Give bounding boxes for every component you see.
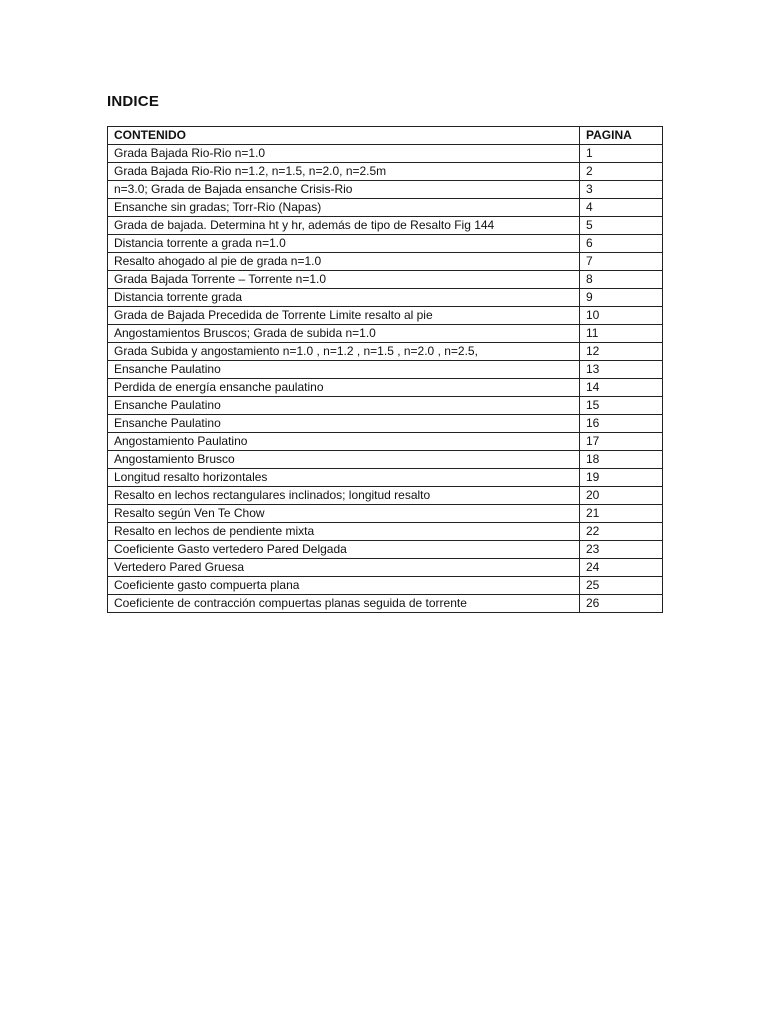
table-row [108, 163, 663, 181]
row-content: Angostamiento Paulatino [108, 433, 580, 451]
row-content: Ensanche sin gradas; Torr-Rio (Napas) [108, 199, 580, 217]
row-page: 7 [580, 253, 663, 271]
row-page: 9 [580, 289, 663, 307]
row-content: Perdida de energía ensanche paulatino [108, 379, 580, 397]
row-page: 3 [580, 181, 663, 199]
table-row [108, 577, 663, 595]
page-title: INDICE [107, 93, 160, 110]
row-content: Grada Bajada Rio-Rio n=1.2, n=1.5, n=2.0, n=2.5m [108, 163, 580, 181]
row-page: 21 [580, 505, 663, 523]
row-content: Distancia torrente grada [108, 289, 580, 307]
table-row [108, 505, 663, 523]
row-page: 23 [580, 541, 663, 559]
row-page: 16 [580, 415, 663, 433]
row-page: 12 [580, 343, 663, 361]
row-page: 10 [580, 307, 663, 325]
row-content: Grada de bajada. Determina ht y hr, además de tipo de Resalto Fig 144 [108, 217, 580, 235]
table-row [108, 235, 663, 253]
row-content: Ensanche Paulatino [108, 361, 580, 379]
row-content: Distancia torrente a grada n=1.0 [108, 235, 580, 253]
row-page: 11 [580, 325, 663, 343]
row-page: 22 [580, 523, 663, 541]
row-page: 5 [580, 217, 663, 235]
table-row [108, 217, 663, 235]
row-page: 15 [580, 397, 663, 415]
row-content: Grada de Bajada Precedida de Torrente Limite resalto al pie [108, 307, 580, 325]
table-row [108, 271, 663, 289]
row-page: 13 [580, 361, 663, 379]
row-page: 1 [580, 145, 663, 163]
table-row [108, 415, 663, 433]
table-row [108, 451, 663, 469]
row-content: n=3.0; Grada de Bajada ensanche Crisis-Rio [108, 181, 580, 199]
row-content: Coeficiente de contracción compuertas planas seguida de torrente [108, 595, 580, 613]
row-page: 20 [580, 487, 663, 505]
table-row [108, 433, 663, 451]
table-row [108, 181, 663, 199]
row-content: Ensanche Paulatino [108, 397, 580, 415]
row-content: Angostamiento Brusco [108, 451, 580, 469]
table-row [108, 595, 663, 613]
row-page: 24 [580, 559, 663, 577]
row-content: Resalto en lechos rectangulares inclinados; longitud resalto [108, 487, 580, 505]
row-page: 19 [580, 469, 663, 487]
row-page: 2 [580, 163, 663, 181]
row-page: 17 [580, 433, 663, 451]
table-row [108, 523, 663, 541]
row-content: Grada Subida y angostamiento n=1.0 , n=1.2 , n=1.5 , n=2.0 , n=2.5, [108, 343, 580, 361]
row-content: Grada Bajada Rio-Rio n=1.0 [108, 145, 580, 163]
row-content: Ensanche Paulatino [108, 415, 580, 433]
table-row [108, 487, 663, 505]
table-row [108, 541, 663, 559]
row-content: Coeficiente gasto compuerta plana [108, 577, 580, 595]
row-page: 26 [580, 595, 663, 613]
row-content: Resalto ahogado al pie de grada n=1.0 [108, 253, 580, 271]
table-row [108, 145, 663, 163]
table-row [108, 469, 663, 487]
table-row [108, 253, 663, 271]
row-content: Coeficiente Gasto vertedero Pared Delgada [108, 541, 580, 559]
table-row [108, 325, 663, 343]
row-content: Resalto en lechos de pendiente mixta [108, 523, 580, 541]
row-page: 8 [580, 271, 663, 289]
table-header-row [108, 127, 663, 145]
row-page: 14 [580, 379, 663, 397]
row-page: 25 [580, 577, 663, 595]
table-row [108, 289, 663, 307]
header-page: PAGINA [580, 127, 663, 145]
table-row [108, 559, 663, 577]
row-content: Resalto según Ven Te Chow [108, 505, 580, 523]
row-content: Vertedero Pared Gruesa [108, 559, 580, 577]
index-table [107, 126, 663, 613]
table-row [108, 379, 663, 397]
table-row [108, 361, 663, 379]
table-row [108, 397, 663, 415]
row-content: Angostamientos Bruscos; Grada de subida n=1.0 [108, 325, 580, 343]
row-content: Grada Bajada Torrente – Torrente n=1.0 [108, 271, 580, 289]
row-page: 18 [580, 451, 663, 469]
row-page: 4 [580, 199, 663, 217]
row-page: 6 [580, 235, 663, 253]
table-row [108, 343, 663, 361]
table-row [108, 307, 663, 325]
table-body [108, 145, 663, 613]
table-row [108, 199, 663, 217]
row-content: Longitud resalto horizontales [108, 469, 580, 487]
header-content: CONTENIDO [108, 127, 580, 145]
